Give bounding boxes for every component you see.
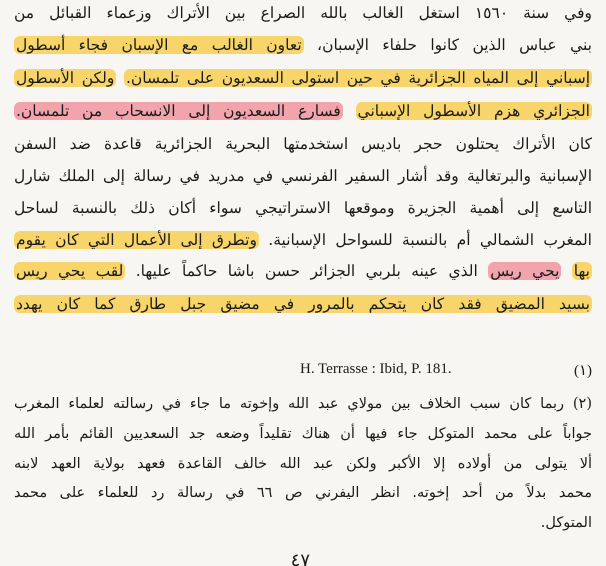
text-segment <box>343 102 356 120</box>
footnote-line: ألا يتولى من أولاده إلا الأكبر ولكن عبد الله خالف القاعدة فعهد بولاية العهد لابنه <box>14 456 592 472</box>
text-segment: الذي عينه بلربي الجزائر حسن باشا حاكماً عليها. <box>125 262 489 280</box>
text-segment <box>116 69 124 87</box>
highlight-yellow: لقب يحي ريس <box>16 262 124 280</box>
highlight-yellow: بها <box>573 262 590 280</box>
text-line <box>14 133 592 157</box>
text-segment: الإسبانية والبرتغالية وقد أشار السفير الفرنسي في مدريد في رسالة إلى الملك شارل <box>14 167 592 185</box>
text-line <box>14 293 592 317</box>
footnote-line: المتوكل. <box>540 515 592 531</box>
highlight-yellow: وتطرق إلى الأعمال التي كان يقوم <box>16 231 257 249</box>
footnote-1 <box>300 361 592 380</box>
text-segment: كان الأتراك يحتلون حجر باديس استخدمتها البحرية الجزائرية قاعدة ضد السفن <box>14 135 592 153</box>
page-number: ٤٧ <box>290 550 310 566</box>
text-line <box>14 229 592 253</box>
highlight-yellow: تعاون الغالب مع الإسبان فجاء أسطول <box>16 36 302 54</box>
text-segment: التاسع إلى أهمية الجزيرة وموقعها الاستراتيجي سواء أكان ذلك بالنسبة لساحل <box>14 199 592 217</box>
text-line <box>14 34 592 58</box>
highlight-pink: يحي ريس <box>490 262 560 280</box>
text-line <box>14 100 592 124</box>
text-segment <box>561 262 571 280</box>
text-segment: المغرب الشمالي أم بالنسبة للسواحل الإسبانية. <box>258 231 592 249</box>
footnote-1-number: (١) <box>573 363 592 379</box>
highlight-pink: فسارع السعديون إلى الانسحاب من تلمسان. <box>16 102 341 120</box>
highlight-yellow: ولكن الأسطول <box>16 69 115 87</box>
highlight-yellow: الجزائري هزم الأسطول الإسباني <box>357 102 590 120</box>
text-line <box>14 2 592 26</box>
footnote-1-text: H. Terrasse : Ibid, P. 181. <box>300 361 452 377</box>
highlight-yellow: بسيد المضيق فقد كان يتحكم بالمرور في مضيق جبل طارق كما كان يهدد <box>16 295 590 313</box>
footnote-line: محمد بدلاً من أحد إخوته. انظر اليفرني ص ٦٦ في رسالة رد للعلماء على محمد <box>14 485 592 501</box>
footnote-line: (٢) ربما كان سبب الخلاف بين مولاي عبد الله وإخوته ما جاء في رسالته لعلماء المغرب <box>14 396 592 412</box>
text-segment: بني عباس الذين كانوا حلفاء الإسبان، <box>303 36 592 54</box>
text-segment: وفي سنة ١٥٦٠ استغل الغالب بالله الصراع بين الأتراك وزعماء القبائل من <box>14 4 592 22</box>
footnote-line: جواباً على محمد المتوكل جاء فيها أن هناك تقليداً وضعه جد السعديين القائم بأمر الله <box>14 426 592 442</box>
text-line <box>14 197 592 221</box>
text-line <box>14 260 592 284</box>
highlight-yellow: إسباني إلى المياه الجزائرية في حين استولى السعديون على تلمسان. <box>125 69 590 87</box>
text-line <box>14 67 592 91</box>
text-line <box>14 165 592 189</box>
